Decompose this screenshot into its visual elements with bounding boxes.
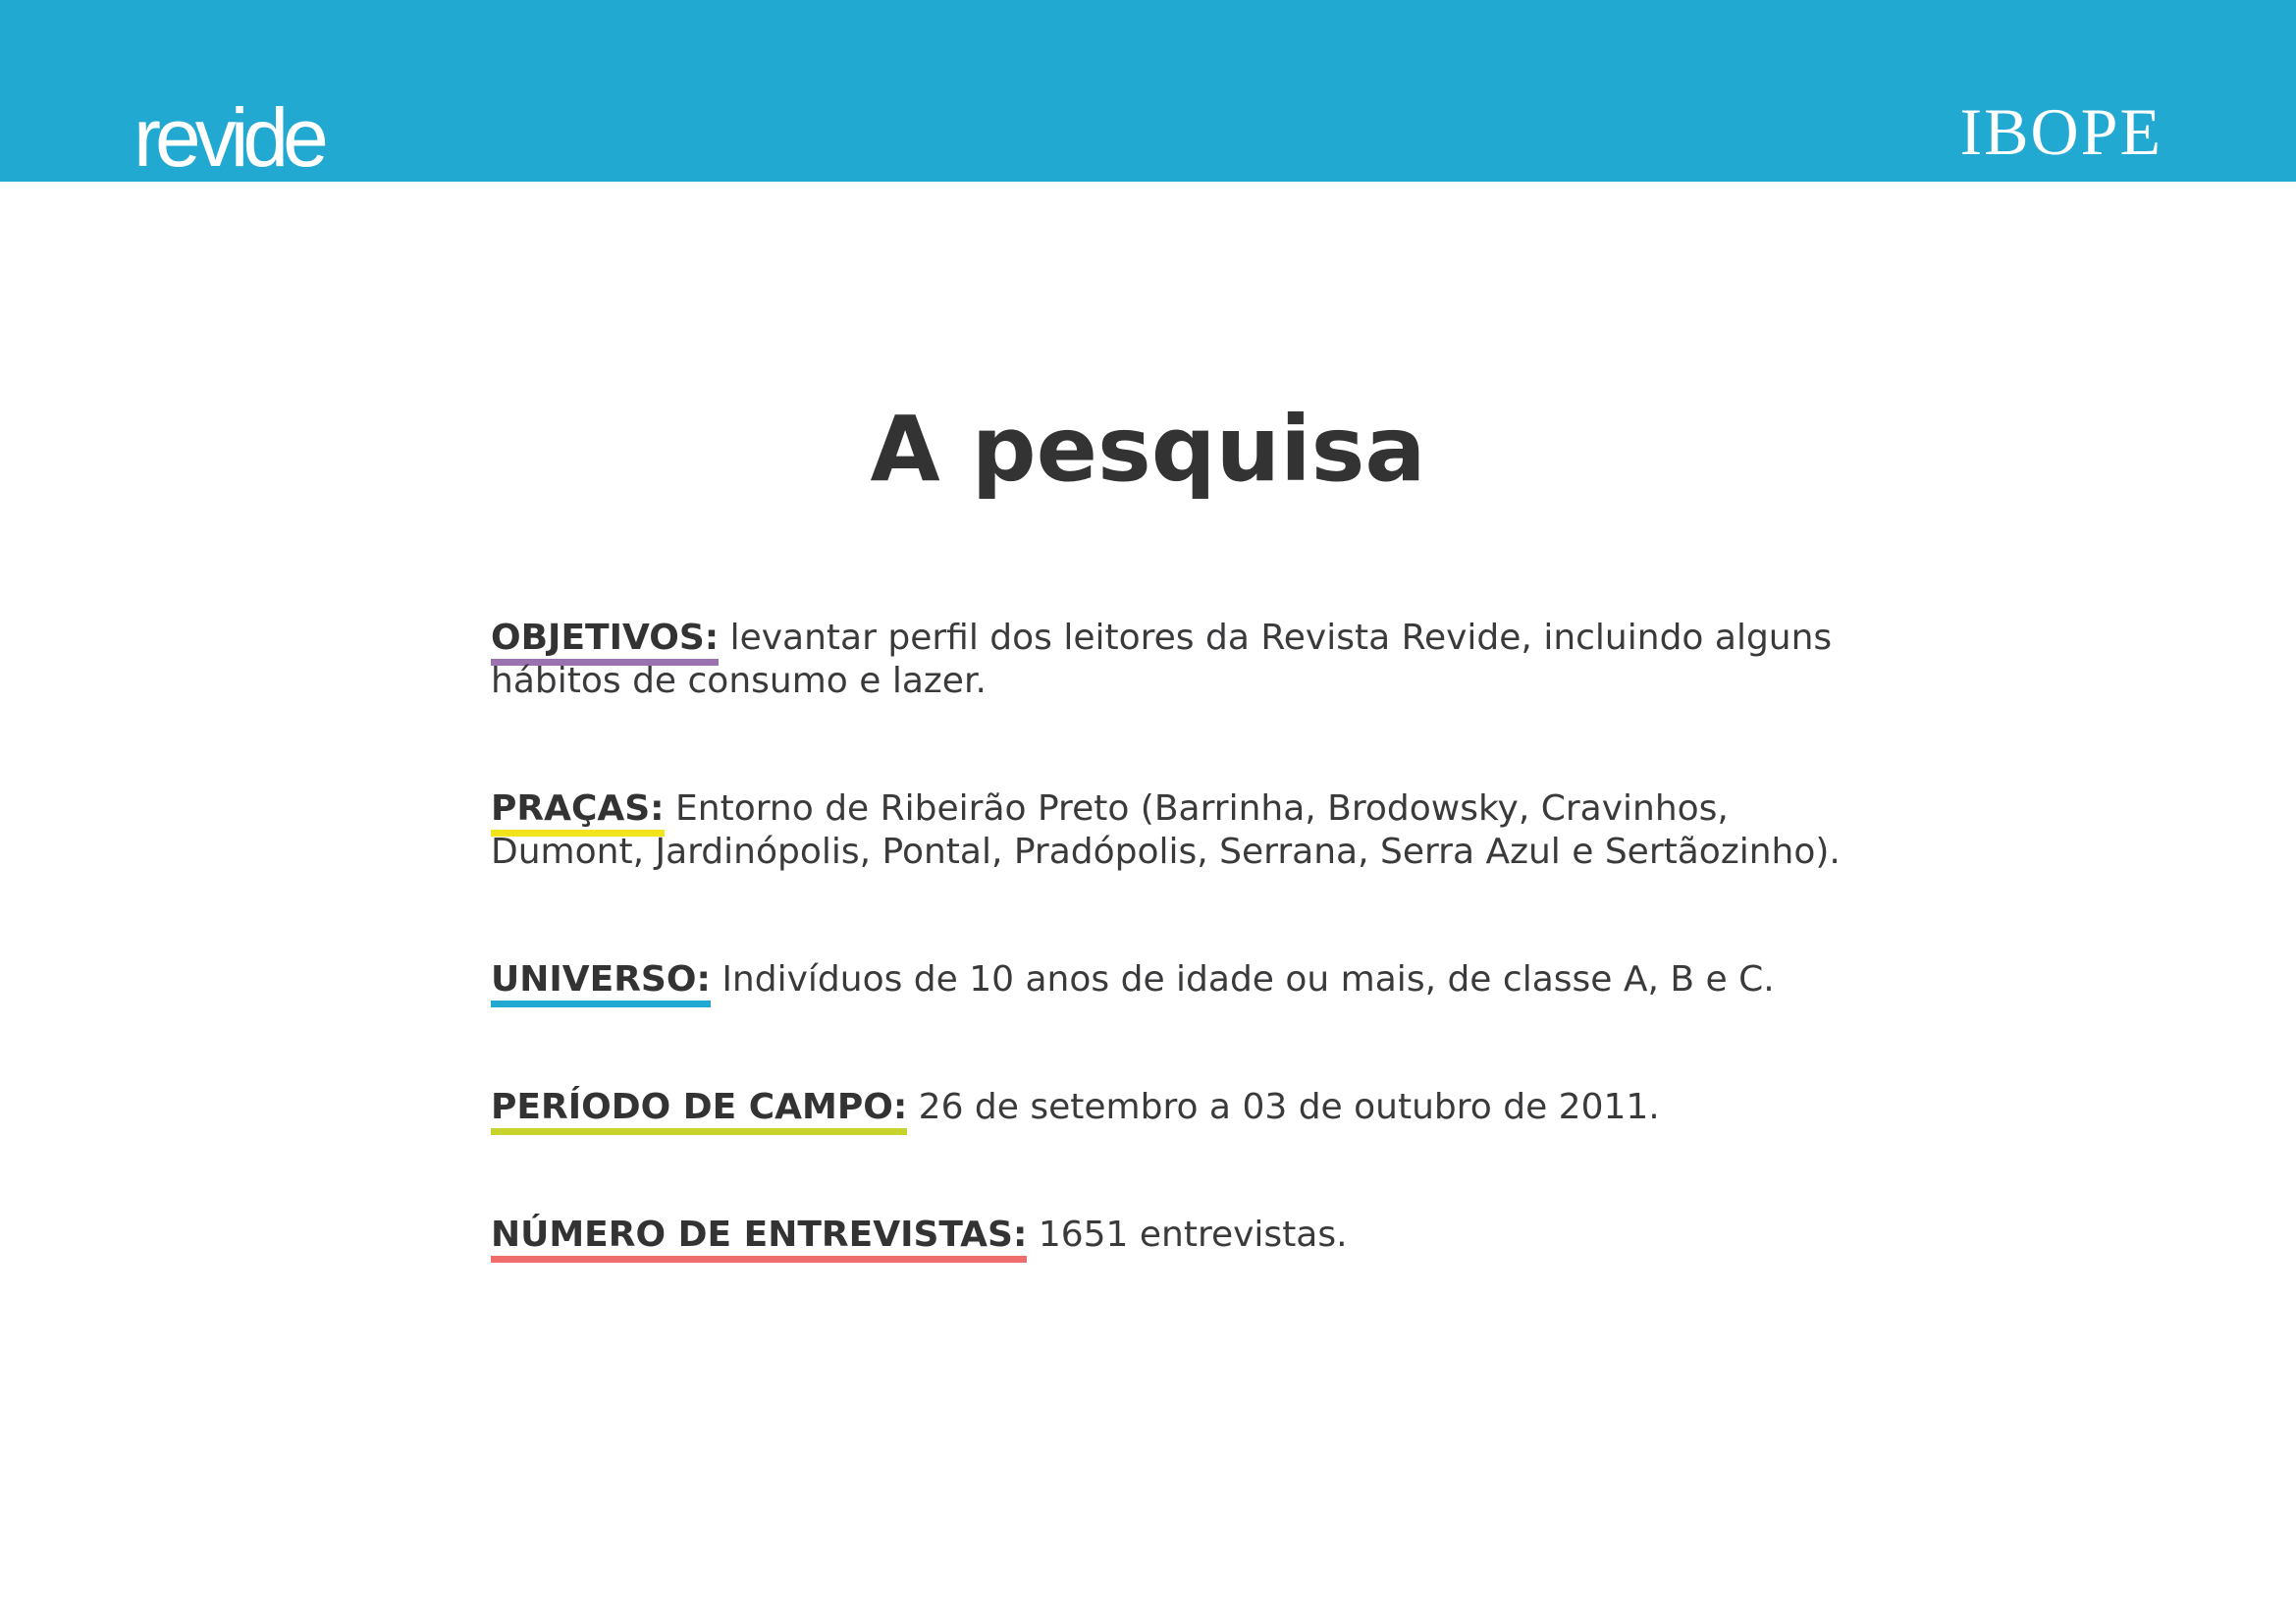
universo-label: UNIVERSO: — [491, 959, 711, 1007]
universo-text: Indivíduos de 10 anos de idade ou mais, de classe A, B e C. — [721, 959, 1775, 1000]
pracas-label: PRAÇAS: — [491, 788, 665, 837]
page-title: A pesquisa — [870, 396, 1426, 502]
header-bar — [0, 0, 2296, 182]
objetivos-text: levantar perfil dos leitores da Revista Revide, incluindo alguns hábitos de consumo e lazer. — [491, 618, 1833, 701]
periodo-label: PERÍODO DE CAMPO: — [491, 1087, 907, 1135]
pracas-text: Entorno de Ribeirão Preto (Barrinha, Brodowsky, Cravinhos, Dumont, Jardinópolis, Pontal, Pradópolis, Serrana, Serra Azul e Sertãozinho). — [491, 788, 1841, 872]
ibope-logo: IBOPE — [1959, 94, 2163, 169]
objetivos-label: OBJETIVOS: — [491, 618, 719, 666]
research-details — [491, 617, 1865, 1257]
numero-item — [491, 1214, 1865, 1257]
periodo-text: 26 de setembro a 03 de outubro de 2011. — [918, 1087, 1660, 1127]
numero-text: 1651 entrevistas. — [1038, 1215, 1348, 1255]
numero-label: NÚMERO DE ENTREVISTAS: — [491, 1215, 1027, 1263]
revide-logo-text: revide — [133, 91, 323, 184]
revide-logo — [133, 90, 323, 184]
periodo-item — [491, 1086, 1865, 1129]
universo-item — [491, 958, 1865, 1001]
pracas-item — [491, 787, 1865, 874]
objetivos-item — [491, 617, 1865, 703]
